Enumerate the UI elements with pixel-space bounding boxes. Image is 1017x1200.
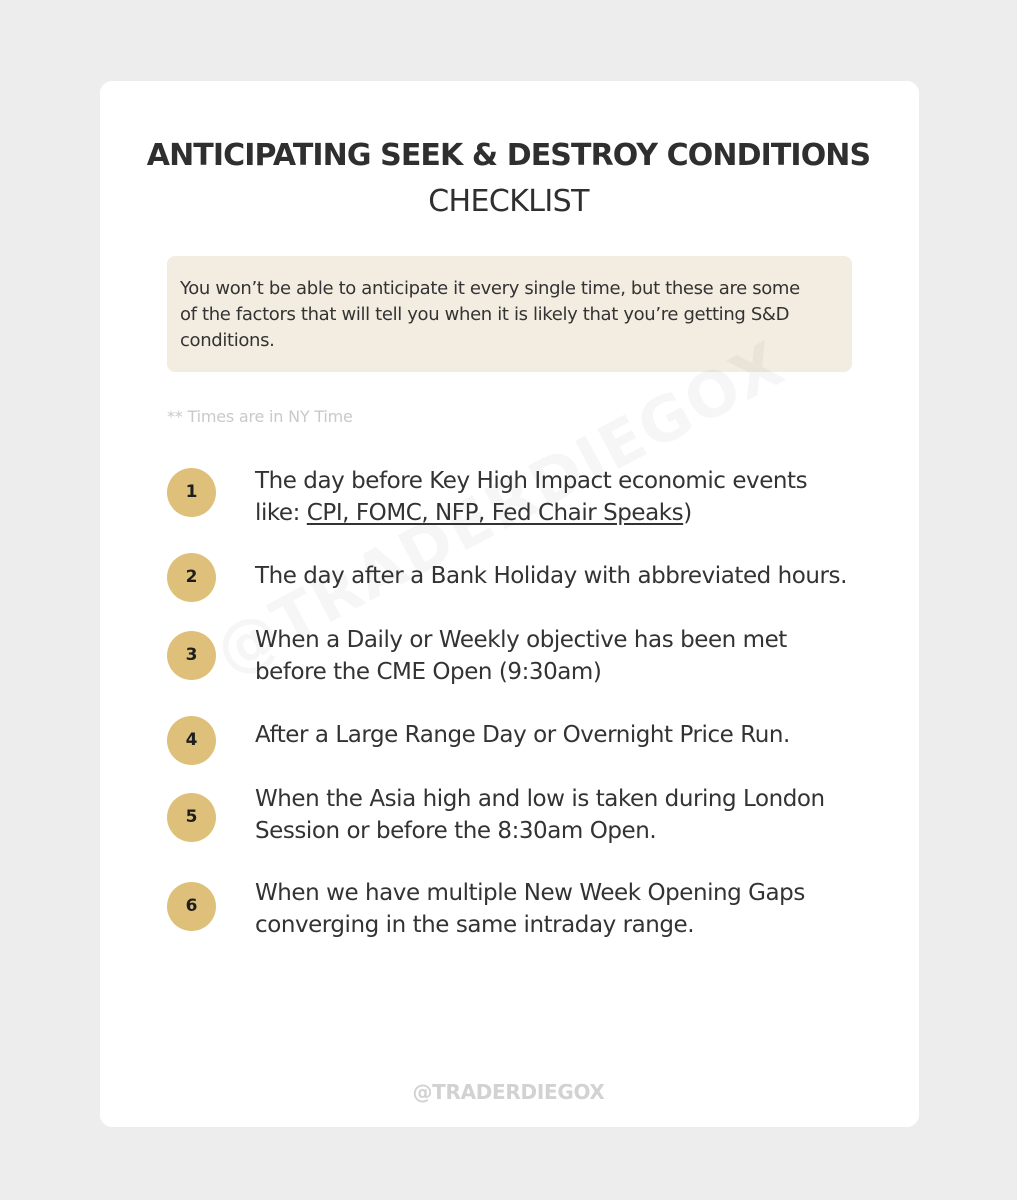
item-text bbox=[255, 783, 867, 847]
item-line-2-suffix: ) bbox=[683, 500, 692, 526]
intro-line-3: conditions. bbox=[180, 330, 275, 351]
item-line-1: The day after a Bank Holiday with abbreviated hours. bbox=[255, 563, 847, 589]
item-text bbox=[255, 877, 867, 941]
number-badge: 1 bbox=[167, 468, 216, 517]
page-subtitle: CHECKLIST bbox=[428, 184, 589, 219]
item-line-2: Session or before the 8:30am Open. bbox=[255, 818, 657, 844]
item-text bbox=[255, 465, 867, 529]
number-badge: 3 bbox=[167, 631, 216, 680]
item-line-1: The day before Key High Impact economic events bbox=[255, 468, 808, 494]
item-line-2: before the CME Open (9:30am) bbox=[255, 659, 602, 685]
intro-line-1: You won’t be able to anticipate it every single time, but these are some bbox=[180, 278, 800, 299]
item-line-2 bbox=[255, 497, 867, 529]
checklist-card bbox=[100, 81, 919, 1127]
page-title: ANTICIPATING SEEK & DESTROY CONDITIONS bbox=[146, 138, 871, 173]
intro-line-2: of the factors that will tell you when it is likely that you’re getting S&D bbox=[180, 304, 790, 325]
timezone-note: ** Times are in NY Time bbox=[167, 407, 353, 426]
item-line-2: converging in the same intraday range. bbox=[255, 912, 695, 938]
item-line-1: When the Asia high and low is taken during London bbox=[255, 786, 825, 812]
item-line-2-prefix: like: bbox=[255, 500, 307, 526]
author-handle: @TRADERDIEGOX bbox=[412, 1080, 605, 1104]
events-link[interactable]: CPI, FOMC, NFP, Fed Chair Speaks bbox=[306, 500, 684, 526]
number-badge: 6 bbox=[167, 882, 216, 931]
number-badge: 2 bbox=[167, 553, 216, 602]
item-text bbox=[255, 719, 867, 751]
item-text bbox=[255, 624, 867, 688]
intro-callout bbox=[167, 256, 852, 372]
number-badge: 4 bbox=[167, 716, 216, 765]
item-line-1: When a Daily or Weekly objective has been met bbox=[255, 627, 787, 653]
item-line-1: After a Large Range Day or Overnight Price Run. bbox=[255, 722, 790, 748]
item-text bbox=[255, 560, 867, 592]
number-badge: 5 bbox=[167, 793, 216, 842]
item-line-1: When we have multiple New Week Opening Gaps bbox=[255, 880, 805, 906]
